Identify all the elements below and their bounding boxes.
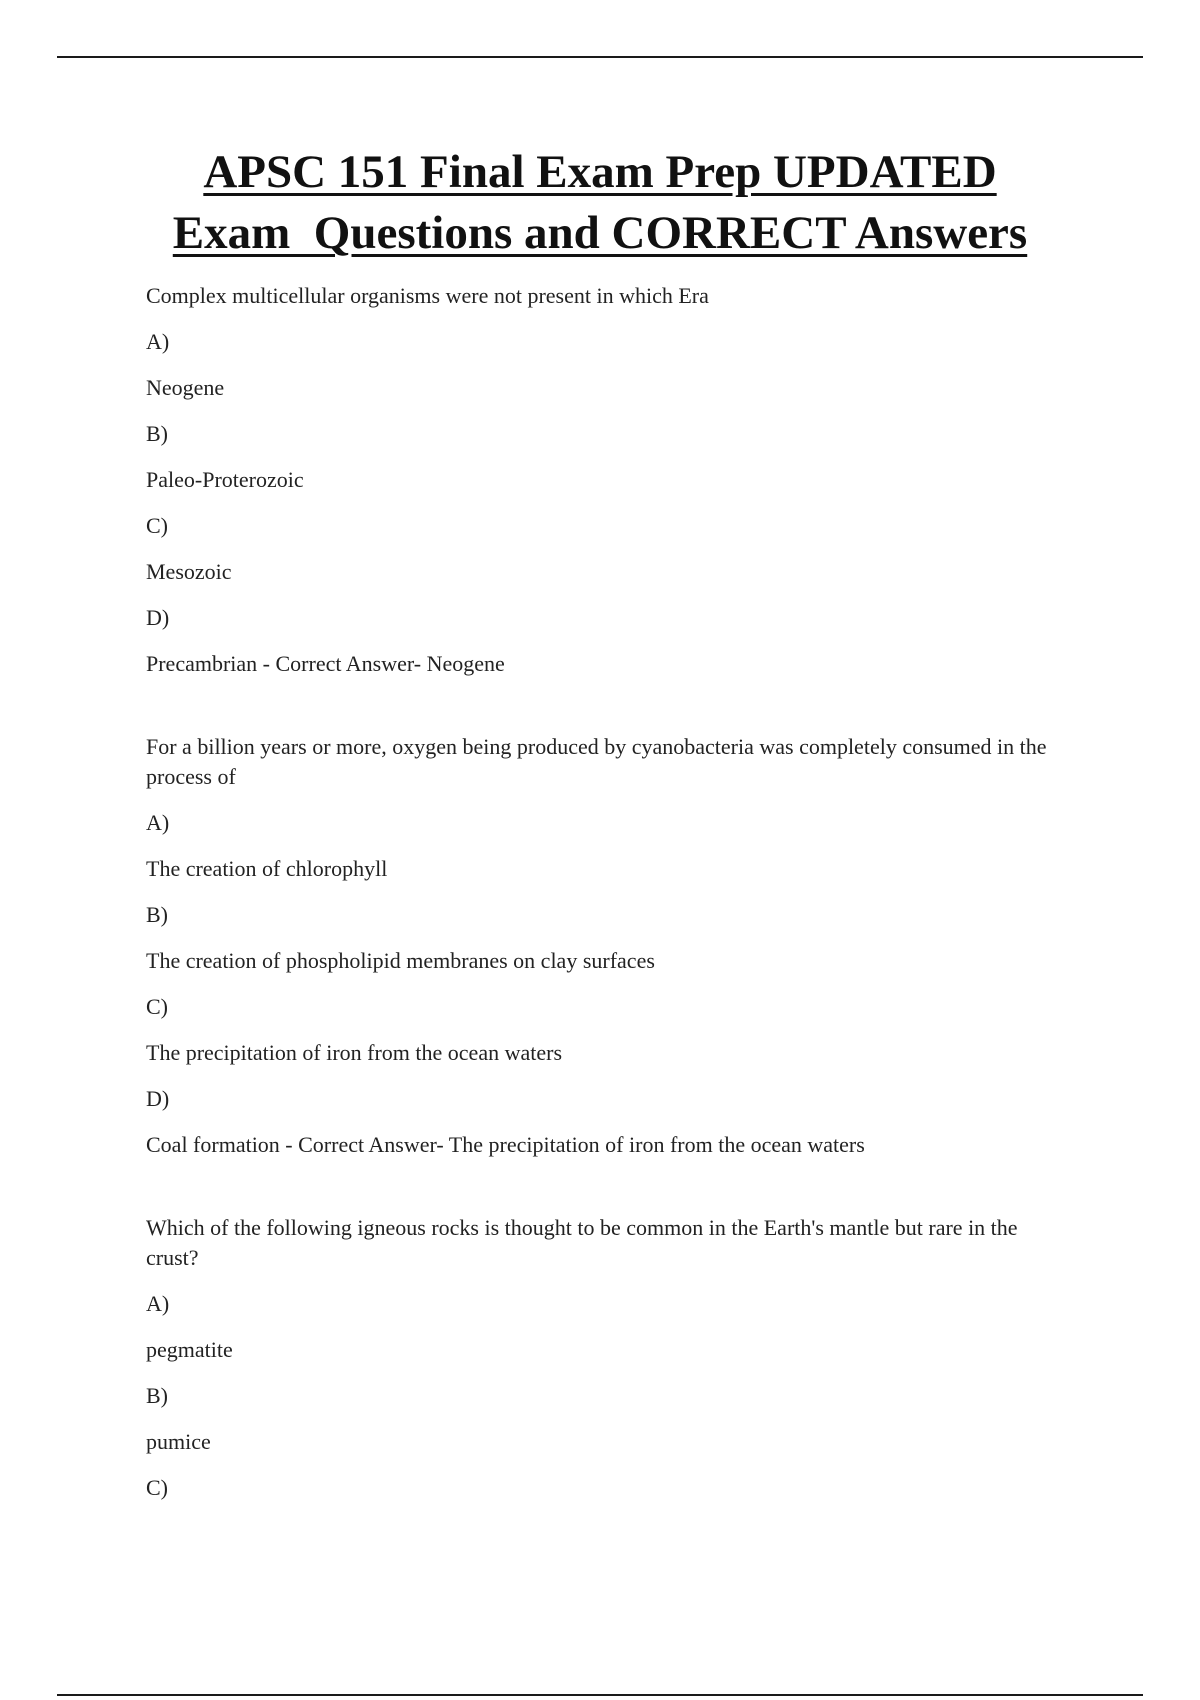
option-text-d-with-answer: Precambrian - Correct Answer- Neogene [146, 651, 505, 676]
option-text-c: Mesozoic [146, 559, 232, 584]
option-text-d-with-answer: Coal formation - Correct Answer- The precipitation of iron from the ocean waters [146, 1132, 865, 1157]
option-label-a: A) [146, 810, 170, 835]
option-label-a: A) [146, 1291, 170, 1316]
top-rule [57, 56, 1143, 58]
title-line-2: Exam Questions and CORRECT Answers [172, 207, 1028, 259]
option-text-a: Neogene [146, 375, 225, 400]
option-text-a: pegmatite [146, 1337, 233, 1362]
question-text: For a billion years or more, oxygen being produced by cyanobacteria was completely consumed in the process of [146, 734, 1047, 789]
option-label-d: D) [146, 605, 170, 630]
question-2 [146, 732, 1066, 1160]
question-text: Which of the following igneous rocks is thought to be common in the Earth's mantle but rare in the crust? [146, 1215, 1018, 1270]
option-text-b: The creation of phospholipid membranes on clay surfaces [146, 948, 655, 973]
question-text: Complex multicellular organisms were not present in which Era [146, 283, 709, 308]
question-3 [146, 1213, 1066, 1503]
title-line-1: APSC 151 Final Exam Prep UPDATED [203, 146, 997, 198]
questions-list [146, 281, 1066, 1519]
option-text-b: Paleo-Proterozoic [146, 467, 304, 492]
question-1 [146, 281, 1066, 679]
option-label-c: C) [146, 513, 168, 538]
option-label-a: A) [146, 329, 170, 354]
option-text-a: The creation of chlorophyll [146, 856, 388, 881]
option-label-b: B) [146, 1383, 168, 1408]
option-label-c: C) [146, 1475, 168, 1500]
option-label-d: D) [146, 1086, 170, 1111]
document-title [0, 142, 1200, 264]
option-text-c: The precipitation of iron from the ocean waters [146, 1040, 563, 1065]
bottom-rule [57, 1694, 1143, 1696]
option-text-b: pumice [146, 1429, 211, 1454]
option-label-c: C) [146, 994, 168, 1019]
option-label-b: B) [146, 902, 168, 927]
option-label-b: B) [146, 421, 168, 446]
